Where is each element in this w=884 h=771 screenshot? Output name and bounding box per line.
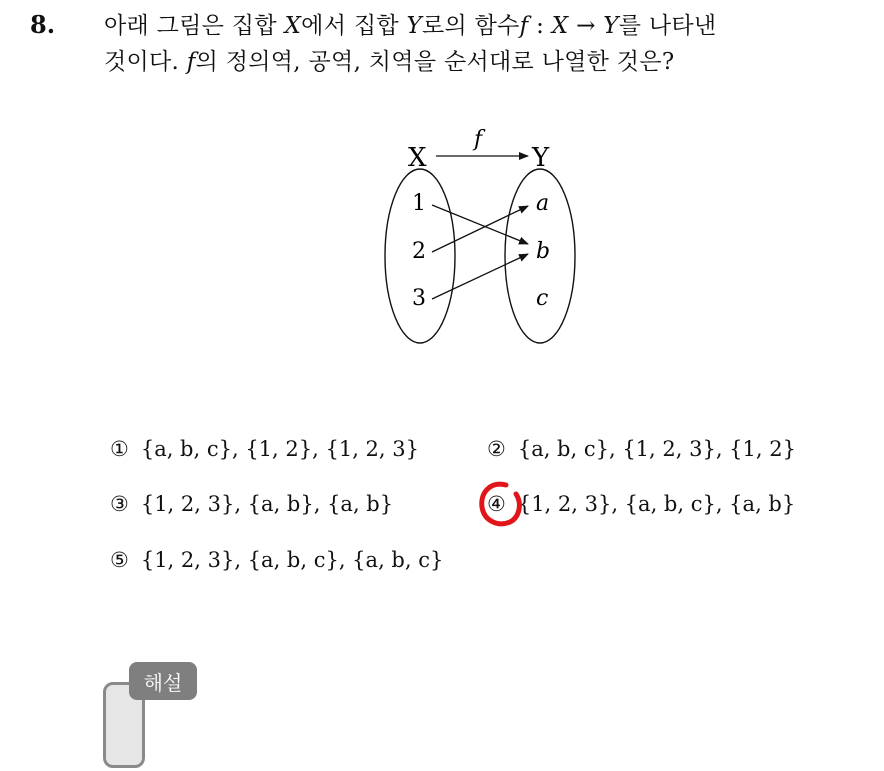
mapping-arrow-3-to-b xyxy=(432,254,528,299)
choice-1[interactable] xyxy=(110,437,419,461)
function-diagram xyxy=(360,118,600,354)
text-segment: 아래 그림은 집합 xyxy=(104,13,277,39)
arrow-symbol: → xyxy=(576,13,596,39)
choice-text: {a, b, c}, {1, 2, 3}, {1, 2} xyxy=(517,437,796,461)
domain-label: X xyxy=(408,143,427,173)
choice-text: {1, 2, 3}, {a, b}, {a, b} xyxy=(140,492,394,516)
domain-element-1: 1 xyxy=(412,191,426,216)
domain-element-2: 2 xyxy=(412,239,426,264)
question-line-2 xyxy=(104,44,864,80)
question-number: 8. xyxy=(30,10,56,39)
var-y: Y xyxy=(603,13,619,39)
choice-text: {1, 2, 3}, {a, b, c}, {a, b} xyxy=(517,492,796,516)
var-f: f xyxy=(519,13,529,39)
choice-3[interactable] xyxy=(110,492,393,516)
choice-number: ③ xyxy=(110,492,129,516)
text-segment: 것이다. xyxy=(104,49,180,75)
var-x: X xyxy=(551,13,569,39)
codomain-element-a: a xyxy=(536,191,550,216)
text-segment: 에서 집합 xyxy=(301,13,399,39)
answer-circle-mark xyxy=(476,479,526,529)
function-label: f xyxy=(474,127,483,152)
colon: : xyxy=(528,13,552,39)
choice-number: ① xyxy=(110,437,129,461)
mapping-arrow-2-to-a xyxy=(432,206,528,252)
choice-2[interactable] xyxy=(487,437,796,461)
choice-text: {1, 2, 3}, {a, b, c}, {a, b, c} xyxy=(140,548,444,572)
text-segment: 의 정의역, 공역, 치역을 순서대로 나열한 것은? xyxy=(195,49,675,75)
choice-text: {a, b, c}, {1, 2}, {1, 2, 3} xyxy=(140,437,419,461)
text-segment: 를 나타낸 xyxy=(618,13,717,39)
var-y: Y xyxy=(406,13,422,39)
mapping-arrow-1-to-b xyxy=(432,205,528,244)
question-line-1 xyxy=(104,8,864,44)
choice-number: ② xyxy=(487,437,506,461)
var-x: X xyxy=(284,13,302,39)
codomain-element-c: c xyxy=(536,286,549,311)
codomain-element-b: b xyxy=(536,239,551,264)
domain-element-3: 3 xyxy=(412,286,426,311)
choice-number: ④ xyxy=(487,492,506,516)
choice-number: ⑤ xyxy=(110,548,129,572)
explanation-tab-button[interactable]: 해설 xyxy=(129,662,197,700)
var-f: f xyxy=(186,49,196,75)
choice-4[interactable] xyxy=(487,492,795,516)
text-segment: 로의 함수 xyxy=(421,13,520,39)
choice-5[interactable] xyxy=(110,548,443,572)
question-text xyxy=(104,8,864,80)
codomain-label: Y xyxy=(532,143,550,173)
